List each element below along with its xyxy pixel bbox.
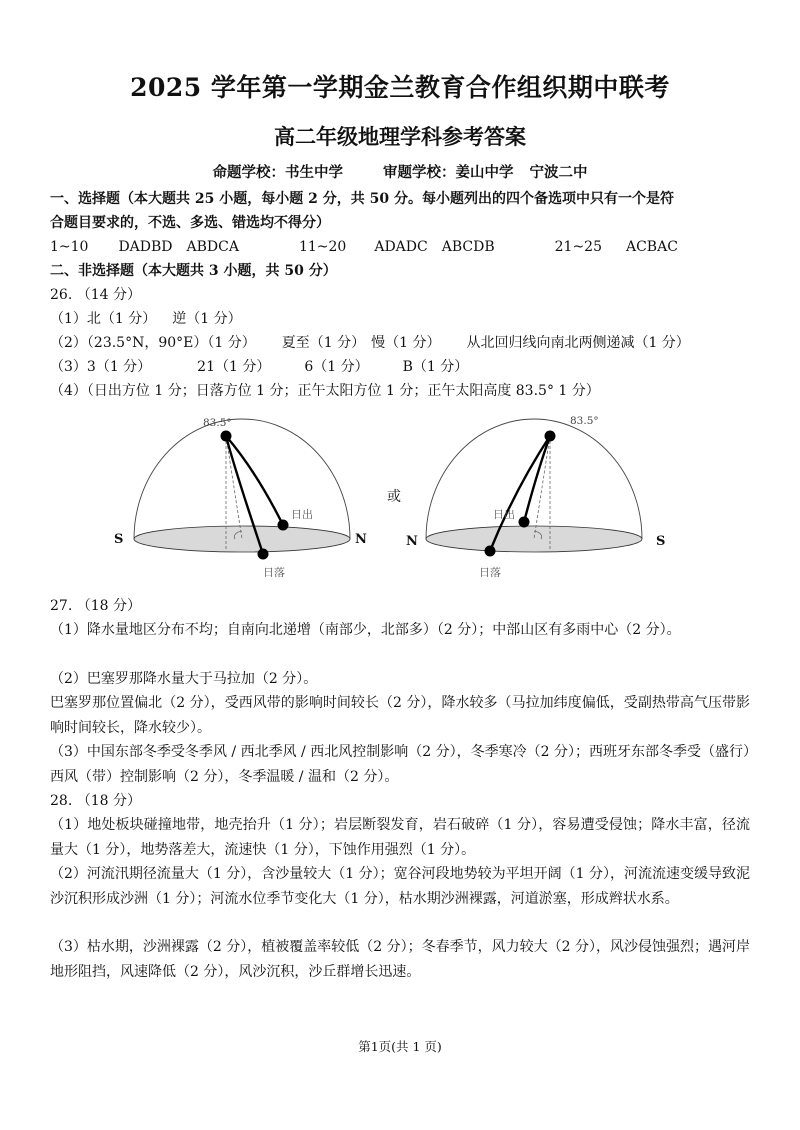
section2-heading: 二、非选择题（本大题共 3 小题，共 50 分）	[50, 263, 337, 279]
answers-row	[50, 235, 678, 259]
q26-3-d: B（1 分）	[402, 359, 469, 375]
answer-range: 1~10	[50, 239, 89, 255]
answer-group: ABCDB	[441, 239, 495, 255]
answer-group: DADBD	[118, 239, 173, 255]
proposing-school: 命题学校：书生中学	[212, 164, 343, 181]
q26-2-d: 从北回归线向南北两侧递减（1 分）	[466, 335, 690, 351]
sunset-dot	[485, 546, 496, 557]
sunrise-dot	[519, 517, 530, 528]
q26-line4: （4）（日出方位 1 分；日落方位 1 分；正午太阳方位 1 分；正午太阳高度 83.5° 1 分）	[50, 383, 600, 399]
angle-label: 83.5°	[570, 415, 599, 427]
q26-3-a: （3）3（1 分）	[50, 359, 152, 375]
q26-1-b: 逆（1 分）	[172, 311, 242, 327]
or-label: 或	[387, 489, 401, 505]
school-info	[0, 161, 800, 182]
sky-dome	[426, 419, 642, 539]
reviewing-school-2: 宁波二中	[529, 164, 588, 181]
q26-3-b: 21（1 分）	[197, 359, 271, 375]
noon-sun-dot	[221, 431, 232, 442]
reviewing-school: 审题学校：姜山中学	[383, 164, 514, 181]
section1-heading-1: 一、选择题（本大题共 25 小题，每小题 2 分，共 50 分。每小题列出的四个备选项中只有一个是符	[50, 191, 674, 207]
right-hemisphere	[406, 415, 665, 579]
answer-group: ACBAC	[625, 239, 678, 255]
q28-p1: （1）地处板块碰撞地带，地壳抬升（1 分）；岩层断裂发育，岩石破碎（1 分），容易遭受侵蚀；降水丰富，径流量大（1 分），地势落差大，流速快（1 分），下蚀作用强烈（1 分）。	[50, 817, 750, 858]
q26-3-c: 6（1 分）	[304, 359, 369, 375]
exam-title: 2025 学年第一学期金兰教育合作组织期中联考	[130, 73, 670, 102]
q26-line2	[50, 331, 690, 355]
left-direction: S	[114, 532, 124, 547]
q27-p2: （2）巴塞罗那降水量大于马拉加（2 分）。	[50, 671, 318, 687]
sunrise-label: 日出	[291, 508, 313, 521]
sun-path-rise	[524, 436, 550, 522]
q26-1-a: （1）北（1 分）	[50, 311, 157, 327]
q26-line3	[50, 355, 468, 379]
sunrise-dot	[278, 520, 289, 531]
q27-p1: （1）降水量地区分布不均；自南向北递增（南部少，北部多）（2 分）；中部山区有多雨中心（2 分）。	[50, 622, 681, 638]
sunset-label: 日落	[263, 566, 285, 579]
left-hemisphere	[114, 417, 367, 579]
exam-subtitle: 高二年级地理学科参考答案	[274, 124, 526, 149]
q27-p3: 巴塞罗那位置偏北（2 分），受西风带的影响时间较长（2 分），降水较多（马拉加纬度偏低，受副热带高气压带影响时间较长，降水较少）。	[50, 695, 750, 736]
q28-p3: （3）枯水期，沙洲裸露（2 分），植被覆盖率较低（2 分）；冬春季节，风力较大（2 分），风沙侵蚀强烈；遇河岸地形阻挡，风速降低（2 分），风沙沉积，沙丘群增长迅速。	[50, 939, 750, 980]
sunset-label: 日落	[479, 566, 501, 579]
right-direction: N	[355, 532, 367, 547]
q26-line1	[50, 307, 242, 331]
q26-2-b: 夏至（1 分）	[281, 335, 366, 351]
left-direction: N	[406, 534, 418, 549]
answer-range: 21~25	[554, 239, 602, 255]
page-number: 第1页(共 1 页)	[358, 1039, 442, 1054]
answer-group: ADADC	[374, 239, 428, 255]
q27-label: 27. （18 分）	[50, 598, 141, 614]
zenith-dashed-line	[534, 436, 550, 539]
sun-path-diagram	[100, 404, 700, 594]
sun-path-rise	[226, 436, 283, 525]
right-direction: S	[656, 534, 666, 549]
q27-p4: （3）中国东部冬季受冬季风 / 西北季风 / 西北风控制影响（2 分），冬季寒冷（2 分）；西班牙东部冬季受（盛行）西风（带）控制影响（2 分），冬季温暖 / 温和（2 分）。	[50, 744, 750, 785]
q26-2-c: 慢（1 分）	[371, 335, 441, 351]
q26-label: 26. （14 分）	[50, 287, 141, 303]
angle-label: 83.5°	[203, 417, 232, 429]
sunset-dot	[258, 549, 269, 560]
section1-heading-2: 合题目要求的，不选、多选、错选均不得分）	[50, 215, 330, 231]
q26-2-a: （2）（23.5°N，90°E）（1 分）	[50, 335, 256, 351]
answer-range: 11~20	[298, 239, 347, 255]
q28-p2: （2）河流汛期径流量大（1 分），含沙量较大（1 分）；宽谷河段地势较为平坦开阔（1 分），河流流速变缓导致泥沙沉积形成沙洲（1 分）；河流水位季节变化大（1 分），枯水期沙洲裸露，河道淤塞，形成辫状水系。	[50, 866, 750, 907]
sunrise-label: 日出	[493, 508, 515, 521]
answer-group: ABDCA	[186, 239, 239, 255]
q28-label: 28. （18 分）	[50, 793, 141, 809]
sky-dome	[134, 419, 350, 539]
noon-sun-dot	[545, 431, 556, 442]
